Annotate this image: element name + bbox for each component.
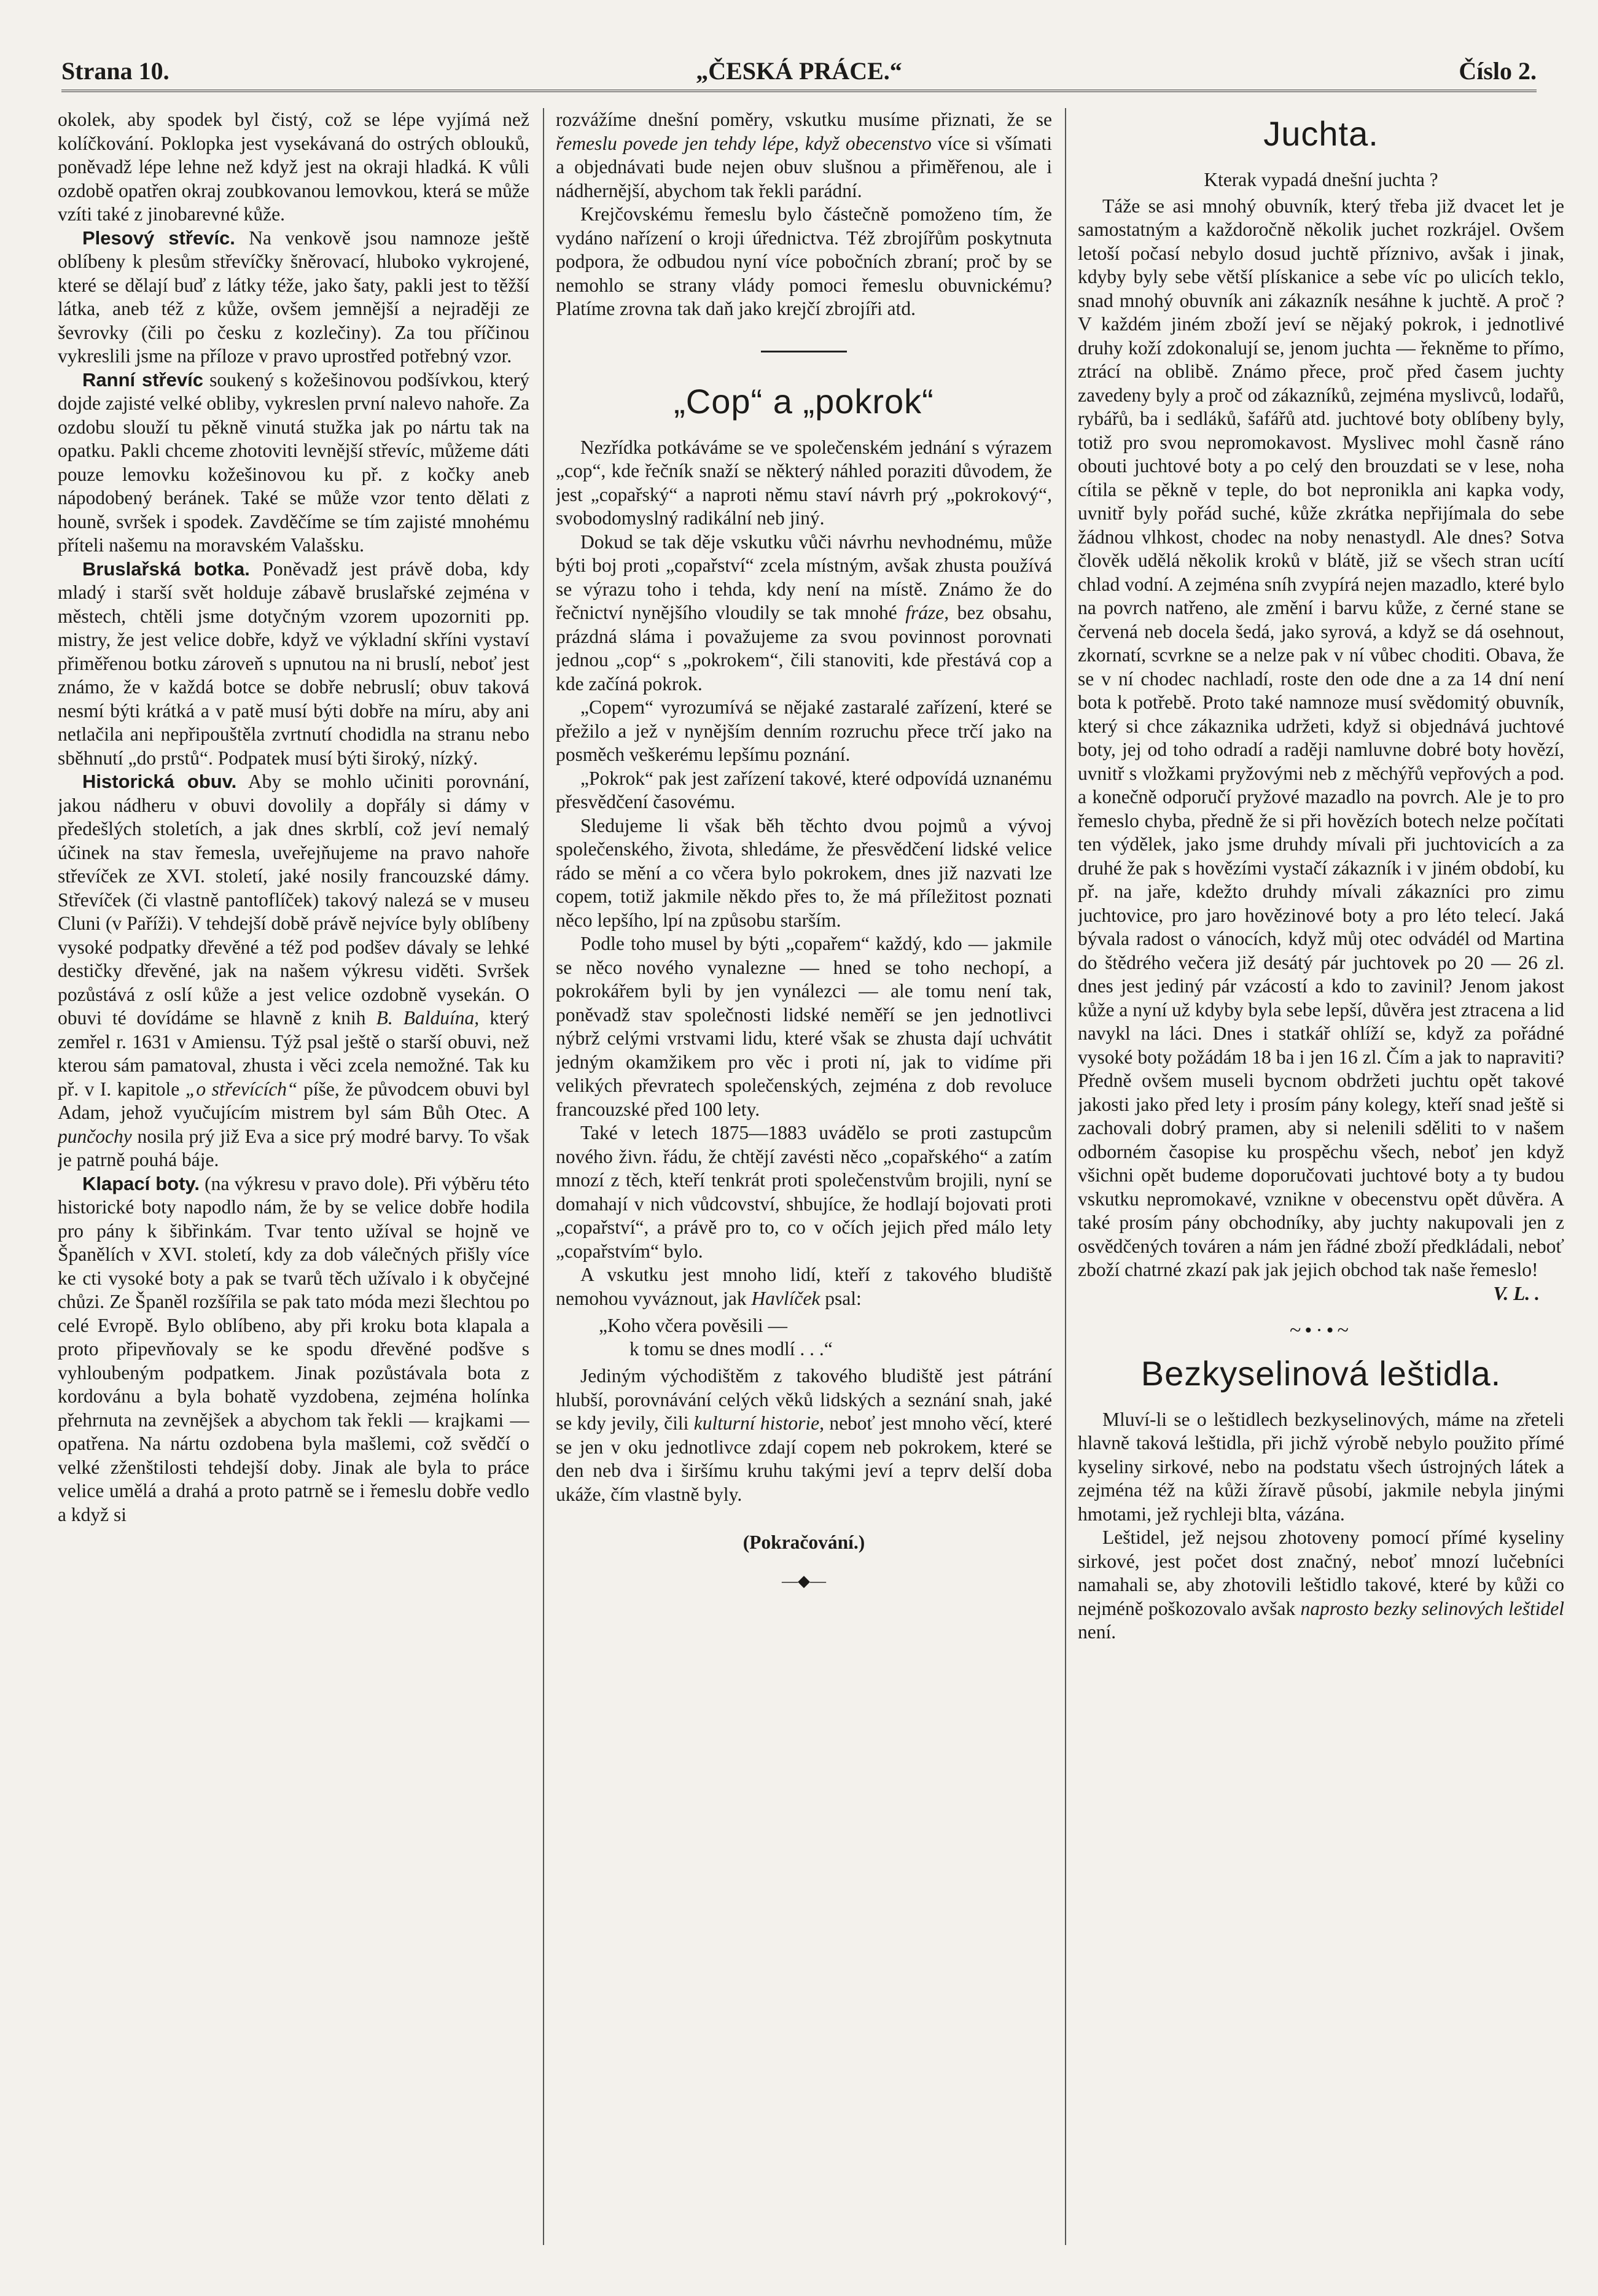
emphasis: fráze, — [905, 602, 949, 623]
paragraph-text: Leštidel, jež nejsou zhotoveny pomocí přímé kyseliny sirkové, jest počet dost značný, neboť mnozí lučebníci namahali se, aby zhotovili leštidlo takové, které by kůži co nejméně poškozovalo avšak — [1078, 1527, 1564, 1619]
article-title: Bezkyselinová leštidla. — [1140, 1353, 1502, 1393]
paragraph-text: více si všímati a objednávati bude nejen obuv slušnou a přiměřenou, ale i nádhernější, abychom tak řekli parádní. — [556, 132, 1052, 201]
paragraph — [58, 227, 529, 368]
paragraph — [58, 1172, 529, 1527]
verse-line: „Koho včera pověsili — — [599, 1315, 788, 1336]
paragraph: „Pokrok“ pak jest zařízení takové, které odpovídá uznanému přesvědčení časovému. — [556, 767, 1052, 812]
column-middle — [556, 108, 1052, 2245]
section-heading: Klapací boty. — [82, 1172, 200, 1194]
paragraph-text: Jediným východištěm z takového bludiště jest pátrání hlubší, porovnávání celých věků lidských a seznání snah, jaké se kdy jevily, čili — [556, 1365, 1052, 1434]
paragraph — [556, 531, 1052, 696]
paragraph — [58, 368, 529, 558]
signature: V. L. . — [1493, 1282, 1540, 1304]
paragraph: Také v letech 1875—1883 uvádělo se proti zastupcům nového živn. řádu, že chtějí zavésti něco „copařského“ a zatím mnozí z těch, kteří tenkrát proti společenstvům brojili, nyní se domahají v nich vůdcovství, shbujíce, že hodlají bojovati proti „copařství“, a právě pro to, co v očích jejich před málo lety „copařstvím“ bylo. — [556, 1122, 1052, 1262]
section-heading: Plesový střevíc. — [82, 227, 235, 249]
issue-number: Číslo 2. — [1459, 57, 1537, 85]
author-name: Havlíček — [751, 1287, 820, 1309]
journal-title: „ČESKÁ PRÁCE.“ — [696, 57, 902, 85]
emphasis: punčochy — [58, 1125, 132, 1147]
author-name: B. Balduína, — [376, 1007, 480, 1029]
page-number: Strana 10. — [61, 57, 170, 85]
article-title: Juchta. — [1263, 114, 1379, 153]
column-divider — [543, 108, 544, 2245]
paragraph-text: který zemřel r. 1631 v Amiensu. Týž psal ještě o starší obuvi, než kterou sám pamatoval, zhusta i věci zcela nemožné. Tak ku př. v I. kapitole — [58, 1007, 529, 1100]
section-heading: Ranní střevíc — [82, 368, 203, 391]
paragraph-text: (na výkresu v pravo dole). Při výběru této historické boty napodlo nám, že by se velice dobře hodila pro pány k šibřinkám. Tvar tento užíval se hojně ve Španělích v XVI. století, kdy za dob válečných přišly více ke cti vysoké boty a pak se tvarů těch užívalo i k obyčejné chůzi. Ze Španěl rozšířila se pak tato móda mezi šlechtou po celé Evropě. Bylo oblíbeno, aby při kroku bota klapala a proto připevňovaly se ke spodu dřevěné podšve s vyhloubeným podpatkem. Jinak pozůstávala bota z kordovánu a byla bohatě vyzdobena, zejména holínka přehrnuta na zevnějšek a abychom tak řekli — krajkami — opatřena. Na nártu ozdobena byla mašlemi, což svědčí o velké zženštilosti tehdejší doby. Jinak ale byla to práce velice umělá a drahá a proto patrně se i řemeslu dobře vedlo a když si — [58, 1172, 529, 1525]
article-subtitle: Kterak vypadá dnešní juchta ? — [1204, 169, 1438, 190]
paragraph-text: není. — [1078, 1621, 1117, 1643]
paragraph-text: Na venkově jsou namnoze ještě oblíbeny k plesům střevíčky šněrovací, hluboko vykrojené, které se dělají buď z látky téže, jako šaty, pakli jest to těžší látka, aneb též z kůže, ovšem jemnější a nejraději ze ševrovky (čili po česku z kozlečiny). Za tou příčinou vykreslili jsme na příloze v pravo uprostřed potřebný vzor. — [58, 227, 529, 367]
paragraph-text: A vskutku jest mnoho lidí, kteří z takového bludiště nemohou vyváznout, jak — [556, 1264, 1052, 1309]
work-title: „o střevících“ — [185, 1078, 298, 1100]
paragraph: okolek, aby spodek byl čistý, což se lépe vyjímá než kolíčkování. Poklopka jest vysekávaná do ostrých oblouků, poněvadž lépe lehne než když jest na okraji hladká. K vůli ozdobě opatřen okraj zoubkovanou lemovkou, která se může vzíti také z jinobarevné kůže. — [58, 109, 529, 225]
paragraph — [556, 1263, 1052, 1310]
column-divider — [1065, 108, 1066, 2245]
paragraph: Táže se asi mnohý obuvník, který třeba již dvacet let je samostatným a každoročně několik juchet rozkrájel. Ovšem letoší počasí nebylo dosud juchtě příznivo, avšak i jinak, kdyby byly sebe větší plískanice a sebe víc po ulicích teklo, snad mnohý obuvník ani zákazník nesáhne k juchtě. A proč ? V každém jiném zboží jeví se nějaký pokrok, i jednotlivé druhy koží zdokonalují se, jenom juchta — řekněme to přímo, ztrácí na oblibě. Známo přece, proč před časem juchty zavedeny byly a proč od zákazníků, zejména myslivců, lodařů, rybářů, ba i sedláků, šafářů atd. juchtové boty oblíbeny byly, totiž pro svou nepromokavost. Myslivec mohl časně ráno obouti juchtové boty a po celý den brouzdati se v lese, noha cítila se pěkně v teple, do bot nepronikla ani kapka vody, uvnitř byly pořád suché, kůže zkrátka nepřijímala do sebe žádnou vlhkost, chodec na noby nenastydl. Ale dnes? Sotva člověk udělá několik kroků v blátě, již se všech stran ucítí chlad vodní. A zejména sníh zvypírá nejen mazadlo, které bylo na povrch natřeno, ale změní i barvu kůže, z černé stane se červená neb docela šedá, jako syrová, a když se dá osehnout, zkornatí, scvrkne se a nelze pak v ní vůbec choditi. Obava, že se v ní chodec nachladí, roste den ode dne a za 14 dní není bota k potřebě. Proto také namnoze musí svědomitý obuvník, který si chce zákaznika udržeti, když si objednává juchtové boty, jej od toho odradí a raději namluvne dobré boty hovězí, uvnitř s vložkami pryžovými neb z měchýřů vepřových a pod. a konečně odporučí pryžové mazadlo na povrch. Ale je to pro řemeslo chyba, předně že si při hovězích botech nelze počítati ten výdělek, jako jsme druhdy mívali při juchtovicích a za druhé že pak s hovězími vystačí zákazník i v jiném období, ku př. na jaře, kdežto druhdy mívali zákazníci pro zimu juchtovice, pro jaro hovězinové boty a pro léto telecí. Jaká bývala radost o vánocích, když můj otec odvádél od Martina do štědrého večera již desátý pár juchtovek po 20 — 26 zl. dnes jest jediný pár vzácostí a kdo to zavinil? Jenom jakost kůže a nyní už kdyby byla sebe lepší, důvěra jest ztracena a lid navykl na láci. Dnes i statkář ohlíží se, když za pořádné vysoké boty požádám 18 ba i jen 16 zl. Čím a jak to napraviti? Předně ovšem museli bycnom obdržeti juchtu opět takové jakosti jako před lety i prosím pány kolegy, kteří snad ještě si zachovali dobrý pramen, aby si nelenili sděliti to v našem odborném časopise ku prospěchu všech, neboť jen když všichni opět budeme doporučovati juchtové boty a ty budou vskutku nepromokavé, vznikne v obecenstvu opět důvěra. A také prosím pány obchodníky, aby juchty nakupovali jen z osvědčených továren a nám jen řádné zboží předkládali, neboť zboží chatrné zkazí pak jak jejich obchod tak naše řemeslo! — [1078, 195, 1564, 1280]
section-divider — [761, 351, 847, 352]
paragraph-text: soukený s kožešinovou podšívkou, který dojde zajisté velké obliby, vykreslen první nalevo nahoře. Za ozdobu slouží tu pěkně vinutá stužka jak po nártu tak na opatku. Pakli chceme zhotoviti levnější střevíc, můžeme dáti pouze lemovku kožešinovou ku př. z kočky aneb nápodobený beránek. Také se může vzor tento dělati z houně, svršek i spodek. Zavděčíme se tím zajisté mnohému příteli našemu na moravském Valašsku. — [58, 368, 529, 556]
paragraph — [556, 108, 1052, 203]
page-header — [61, 48, 1537, 91]
paragraph: Sledujeme li však běh těchto dvou pojmů a vývoj společenského, života, shledáme, že přesvědčení lidské velice rádo se mění a co včera bylo pokrokem, dnes již nazvati lze copem, totiž jakmile někdo přes to, že má příležitost poznati něco lepšího, lpí na způsobu starším. — [556, 814, 1052, 931]
paragraph-text: píše, že původcem obuvi byl Adam, jehož vyučujícím mistrem byl sám Bůh Otec. A — [58, 1078, 529, 1123]
section-heading: Historická obuv. — [82, 771, 237, 792]
column-right — [1078, 108, 1564, 2245]
paragraph-text: neboť jest mnoho věcí, které se jen v oku jednotlivce zdají copem neb pokrokem, které se den neb dva i širšímu kruhu takými jeví a teprv delší doba ukáže, čím vlastně byly. — [556, 1412, 1052, 1505]
paragraph-text: bez obsahu, prázdná sláma i považujeme za svou povinnost porovnati jednou „cop“ s „pokrokem“, čili stanoviti, kde přestává cop a kde začíná pokrok. — [556, 602, 1052, 695]
paragraph: Mluví-li se o leštidlech bezkyselinových, máme na zřeteli hlavně taková leštidla, při jichž výrobě nebylo použito přímé kyseliny sirkové, nebo na podstatu všech ústrojných látek a zejména též na kůži žíravě působí, jakmile nebyla jinými hmotami, jež rychleji blta, vázána. — [1078, 1408, 1564, 1525]
column-left — [58, 108, 529, 2245]
paragraph — [58, 770, 529, 1172]
paragraph — [1078, 1526, 1564, 1644]
paragraph-text: Poněvadž jest právě doba, kdy mladý i starší svět holduje zábavě bruslařské zejména v městech, chtěli jsme dotyčným vzorem upozorniti pp. mistry, že jest velice dobře, když ve výkladní skříni vystaví přiměřenou botku zároveň s upnutou na ni bruslí, neboť jest známo, že v každá botce se dobře nebruslí; obuv taková nesmí býti krátká a v patě musí býti dobře na míru, aby ani netlačila ani nepřipouštěla zvrtnutí chodidla na stranu nebo sběhnutí „do prstů“. Podpatek musí býti široký, nízký. — [58, 558, 529, 769]
continued-note: (Pokračování.) — [742, 1531, 865, 1553]
emphasis: řemeslu povede jen tehdy lépe, když obecenstvo — [556, 132, 932, 154]
paragraph-text: psal: — [825, 1287, 862, 1309]
quote-verse — [599, 1314, 1052, 1361]
paragraph-text: Aby se mohlo učiniti porovnání, jakou nádheru v obuvi dovolily a dopřály si dámy v předešlých stoletích, a jak dnes skrblí, což jeví nemalý účinek na stav řemesla, uveřejňujeme na pravo nahoře střevíček ze XVI. století, jaké nosily francouzské dámy. Střevíček (či vlastně pantoflíček) takový nalezá se v museu Cluni (v Paříži). V tehdejší době právě nejvíce byly oblíbeny vysoké podpatky dřevěné a též pod podšev dávaly se lehké destičky dřevěné, jak na našem výkresu viděti. Svršek pozůstává z oslí kůže a jest velice ozdobně vysekán. O obuvi té dovídáme se hlavně z knih — [58, 771, 529, 1029]
section-heading: Bruslařská botka. — [82, 558, 250, 580]
paragraph: Nezřídka potkáváme se ve společenském jednání s výrazem „cop“, kde řečník snaží se některý náhled poraziti důvodem, že jest „copařský“ a naproti němu staví návrh prý „pokrokový“, svobodomyslný radikální neb jiný. — [556, 436, 1052, 529]
emphasis: naprosto bezky selinových leštidel — [1300, 1597, 1564, 1619]
header-rule — [61, 90, 1537, 92]
paragraph-text: nosila prý již Eva a sice prý modré barvy. To však je patrně pouhá báje. — [58, 1125, 529, 1170]
paragraph: Podle toho musel by býti „copařem“ každý, kdo — jakmile se něco nového vynalezne — hned se toho nechopí, a pokrokářem byli by jen vynálezci — ale tomu není tak, poněvadž stav společnosti lidské neměří se jen jednotlivci nýbrž celými vrstvami lidu, které však se zhusta dají uchvátit jedným okamžikem pro věc i proti ní, jak to vidíme při velikých převratech společenských, zejména z dob revoluce francouzské před 100 lety. — [556, 933, 1052, 1120]
paragraph: „Copem“ vyrozumívá se nějaké zastaralé zařízení, které se přežilo a jež v nynějším denním rozruchu přece trčí jako na posměch veškerému lepšímu poznání. — [556, 696, 1052, 765]
paragraph — [556, 1364, 1052, 1506]
end-ornament-icon: —◆— — [782, 1571, 826, 1590]
paragraph: Krejčovskému řemeslu bylo částečně pomoženo tím, že vydáno nařízení o kroji úřednictva. Též zbrojířům poskytnuta podpora, že odbudou nyní více pobočních zbraní; proč by se nemohlo se strany vlády pomoci řemeslu obuvnickému? Platíme zrovna tak daň jako krejčí zbrojíři atd. — [556, 203, 1052, 319]
section-ornament: ~•·•~ — [1290, 1319, 1352, 1342]
paragraph-text: rozvážíme dnešní poměry, vskutku musíme přiznati, že se — [556, 109, 1052, 130]
article-title: „Cop“ a „pokrok“ — [674, 381, 934, 421]
paragraph — [58, 558, 529, 771]
verse-line: k tomu se dnes modlí . . .“ — [629, 1338, 833, 1360]
paragraph-text: Dokud se tak děje vskutku vůči návrhu nevhodnému, může býti boj proti „copařství“ zcela místným, avšak zhusta používá se výrazu toho i tehda, kdy není na místě. Známo že do řečnictví nynějšího vloudily se tak mnohé — [556, 531, 1052, 623]
emphasis: kulturní historie, — [693, 1412, 824, 1434]
